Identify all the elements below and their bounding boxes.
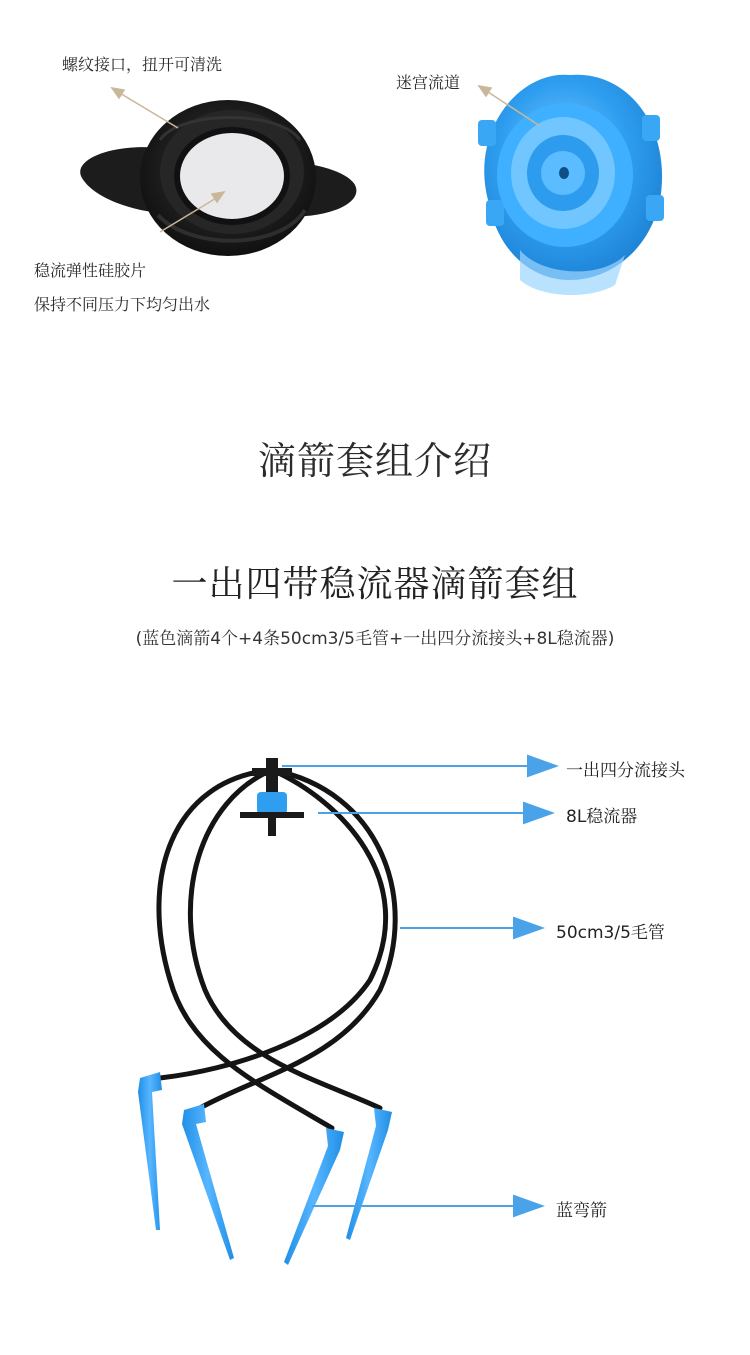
- section-title: [0, 430, 750, 485]
- regulator-label: 8L稳流器: [566, 807, 638, 827]
- silicone-callout-line1: 稳流弹性硅胶片: [34, 261, 147, 280]
- capillary-label: 50cm3/5毛管: [556, 923, 665, 943]
- maze-channel-callout: 迷宫流道: [396, 73, 461, 92]
- black-thread-cap-photo: [80, 100, 356, 256]
- section-title-text: 滴箭套组介绍: [257, 439, 492, 483]
- splitter-label: 一出四分流接头: [566, 761, 685, 781]
- product-title: 一出四带稳流器滴箭套组: [171, 564, 579, 605]
- product-subtitle: (蓝色滴箭4个+4条50cm3/5毛管+一出四分流接头+8L稳流器): [135, 629, 615, 649]
- blue-stakes: [138, 1072, 392, 1265]
- blue-maze-cap-photo: [478, 75, 664, 295]
- drip-kit-diagram: [138, 756, 556, 1265]
- blue-arrow-label: 蓝弯箭: [556, 1201, 607, 1221]
- thread-port-callout: 螺纹接口，扭开可清洗: [62, 55, 223, 74]
- silicone-callout-line2: 保持不同压力下均匀出水: [34, 295, 211, 314]
- regulator-part: [240, 792, 304, 836]
- diagram-arrows: [282, 756, 556, 1216]
